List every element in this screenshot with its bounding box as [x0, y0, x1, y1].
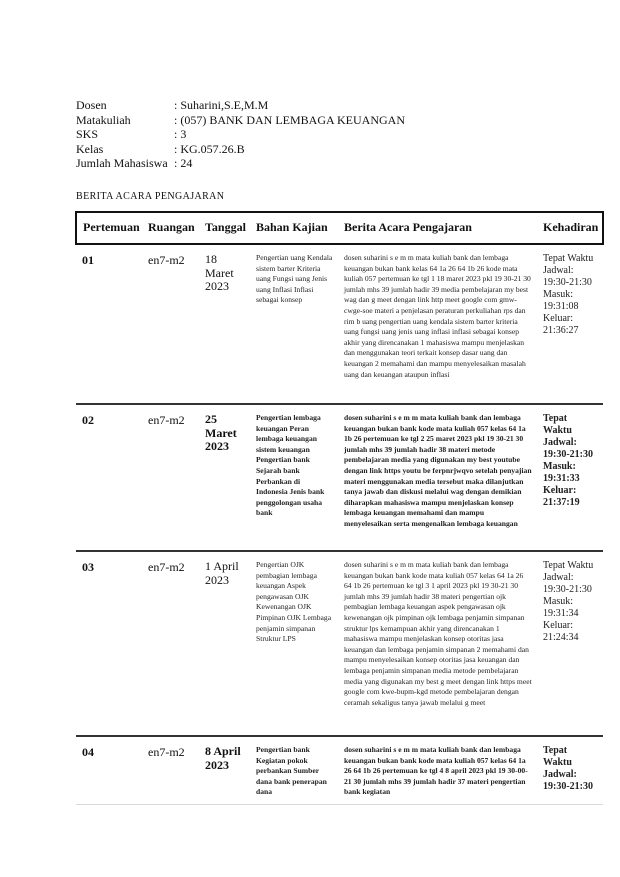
info-value: : Suharini,S.E,M.M: [174, 98, 269, 112]
info-row-sks: [76, 127, 405, 142]
header-bahan-kajian: Bahan Kajian: [250, 212, 338, 244]
cell-tanggal: 25 Maret 2023: [205, 412, 237, 453]
info-row-kelas: [76, 142, 405, 157]
info-row-jumlah-mahasiswa: [76, 156, 405, 171]
cell-bahan-kajian: Pengertian OJK pembagian lembaga keuangan Aspek pengawasan OJK Kewenangan OJK Pimpinan OJK Lembaga penjamin simpanan Struktur LPS: [256, 560, 332, 644]
header-kehadiran: Kehadiran: [537, 212, 603, 244]
info-label: Kelas: [76, 141, 104, 156]
info-row-matakuliah: [76, 113, 405, 128]
cell-tanggal: 18 Maret 2023: [205, 252, 234, 293]
cell-bahan-kajian: Pengertian bank Kegiatan pokok perbankan Sumber dana bank penerapan dana: [256, 745, 327, 797]
cell-bahan-kajian: Pengertian uang Kendala sistem barter Kriteria uang Fungsi uang Jenis uang Inflasi Inflasi sebagai konsep: [256, 253, 333, 305]
info-label: Matakuliah: [76, 112, 131, 127]
course-info: [76, 98, 405, 171]
table-header-row: [76, 212, 603, 244]
cell-ruangan: en7-m2: [148, 413, 185, 427]
section-title: BERITA ACARA PENGAJARAN: [76, 191, 225, 202]
cell-pertemuan: 01: [82, 253, 94, 267]
header-tanggal: Tanggal: [199, 212, 250, 244]
info-row-dosen: [76, 98, 405, 113]
info-value: : (057) BANK DAN LEMBAGA KEUANGAN: [174, 112, 405, 127]
berita-acara-table: [75, 211, 604, 805]
table-row: [76, 244, 603, 404]
cell-tanggal: 8 April 2023: [205, 744, 241, 772]
info-value: : 24: [174, 156, 193, 171]
info-value: : 3: [174, 127, 187, 142]
cell-pertemuan: 03: [82, 560, 94, 574]
cell-kehadiran: Tepat Waktu Jadwal: 19:30-21:30: [543, 745, 593, 792]
header-ruangan: Ruangan: [142, 212, 199, 244]
header-berita-acara: Berita Acara Pengajaran: [338, 212, 537, 244]
info-value: : KG.057.26.B: [174, 141, 245, 156]
cell-pertemuan: 04: [82, 745, 94, 759]
cell-berita-acara: dosen suharini s e m m mata kuliah bank dan lembaga keuangan bukan bank kode mata kuliah 057 kelas 64 1a 26 64 1b 26 pertemuan ke tgl 3 1 april 2023 pkl 19 30-21 30 jumlah mhs 39 jumlah hadir 38 materi pengertian ojk pembagian lembaga keuangan aspek pengawasan ojk kewenangan ojk pimpinan ojk lembaga penjamin simpanan struktur lps kemampuan akhir yang direncanakan 1 mahasiswa mampu menjelaskan konsep otoritas jasa keuangan dan lembaga penjamin simpanan 2 memahami dan mampu menyelesaikan konsep otoritas jasa keuangan dan lembaga penjamin simpanan media metode pembelajaran media yang digunakan my best g meet dengan link https meet google com kwe-bupm-kgd metode pembelajaran dengan ceramah sekaligus tanya jawab melalui g meet: [344, 560, 532, 707]
cell-ruangan: en7-m2: [148, 560, 185, 574]
cell-pertemuan: 02: [82, 413, 94, 427]
cell-berita-acara: dosen suharini s e m m mata kuliah bank dan lembaga keuangan bukan bank kode mata kuliah 057 kelas 64 1a 26 64 1b 26 pertemuan ke tgl 4 8 april 2023 pkl 19 30-00-21 30 jumlah mhs 39 jumlah hadir 37 materi pengertian bank kegiatan: [344, 745, 528, 797]
cell-berita-acara: dosen suharini s e m m mata kuliah bank dan lembaga keuangan bukan bank kode mata kuliah 057 kelas 64 1a 1b 26 pertemuan ke tgl 2 25 maret 2023 pkl 19 30-21 30 jumlah mhs 39 jumlah hadir 38 materi metode pembelajaran media yang digunakan my best youtube dengan link https youtu be ferpnrjwqvo setelah penyajian materi menggunakan media tersebut maka dilanjutkan tanya jawab dan diskusi melalui wag dengan demikian diharapkan mahasiswa mampu menjelaskan konsep lembaga keuangan memahami dan mampu menyelesaikan serta mengenalkan lembaga keuangan: [344, 413, 532, 528]
cell-kehadiran: Tepat Waktu Jadwal: 19:30-21:30 Masuk: 19:31:08 Keluar: 21:36:27: [543, 253, 594, 336]
cell-ruangan: en7-m2: [148, 253, 185, 267]
cell-tanggal: 1 April 2023: [205, 559, 239, 587]
info-label: SKS: [76, 127, 99, 142]
header-pertemuan: Pertemuan: [76, 212, 142, 244]
cell-berita-acara: dosen suharini s e m m mata kuliah bank dan lembaga keuangan bukan bank kelas 64 1a 26 64 1b 26 kode mata kuliah 057 pertemuan ke tgl 1 18 maret 2023 pkl 19 30-21 30 jumlah mhs 39 jumlah hadir 39 media pembelajaran my best wag dan g meet dengan link http meet google com gmw-cwge-soe materi a penjelasan peraturan perkuliahan rps dan rim b uang pengertian uang kendala sistem barter kriteria uang fungsi uang jenis uang inflasi inflasi sebagai konsep akhir yang direncanakan 1 mahasiswa mampu menjelaskan dan menggunakan teori terkait konsep dasar uang dan keuangan 2 memahami dan mampu menyelesaikan masalah uang dan keuangan ataupun inflasi: [344, 253, 531, 379]
table-row: [76, 736, 603, 804]
cell-ruangan: en7-m2: [148, 745, 185, 759]
cell-kehadiran: Tepat Waktu Jadwal: 19:30-21:30 Masuk: 19:31:34 Keluar: 21:24:34: [543, 560, 594, 643]
table-row: [76, 551, 603, 736]
cell-kehadiran: Tepat Waktu Jadwal: 19:30-21:30 Masuk: 19:31:33 Keluar: 21:37:19: [543, 413, 593, 508]
cell-bahan-kajian: Pengertian lembaga keuangan Peran lembaga keuangan sistem keuangan Pengertian bank Sejarah bank Perbankan di Indonesia Jenis bank penggolongan usaha bank: [256, 413, 325, 518]
info-label: Jumlah Mahasiswa: [76, 156, 168, 171]
table-row: [76, 404, 603, 551]
info-label: Dosen: [76, 98, 107, 112]
